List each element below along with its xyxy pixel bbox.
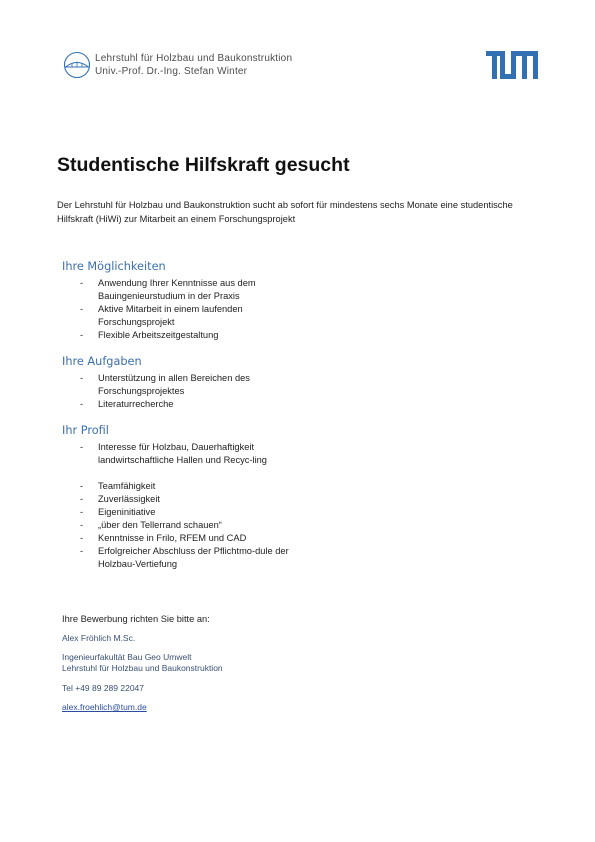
list-dash: - bbox=[80, 507, 84, 517]
list-item-text: Erfolgreicher Abschluss der Pflichtmo-dule der Holzbau-Vertiefung bbox=[98, 546, 289, 570]
list-item bbox=[80, 506, 310, 519]
contact-phone: Tel +49 89 289 22047 bbox=[62, 683, 145, 693]
list-dash: - bbox=[80, 278, 84, 288]
chair-name: Lehrstuhl für Holzbau und Baukonstruktion bbox=[95, 53, 293, 64]
tum-logo-icon bbox=[486, 51, 538, 79]
list-dash: - bbox=[80, 546, 84, 556]
list-item-text: Aktive Mitarbeit in einem laufenden Forschungsprojekt bbox=[98, 304, 243, 328]
list-item-text: Flexible Arbeitszeitgestaltung bbox=[98, 330, 219, 340]
contact-chair: Lehrstuhl für Holzbau und Baukonstruktion bbox=[62, 663, 223, 673]
list-item bbox=[80, 519, 310, 532]
contact-faculty: Ingenieurfakultät Bau Geo Umwelt bbox=[62, 652, 192, 662]
chair-head: Univ.-Prof. Dr.-Ing. Stefan Winter bbox=[95, 66, 248, 77]
list-item-text: Eigeninitiative bbox=[98, 507, 156, 517]
list-dash: - bbox=[80, 494, 84, 504]
intro-paragraph: Der Lehrstuhl für Holzbau und Baukonstruktion sucht ab sofort für mindestens sechs Monate eine studentische Hilfskraft (HiWi) zur Mitarbeit an einem Forschungsprojekt bbox=[57, 200, 513, 224]
list-dash: - bbox=[80, 520, 84, 530]
section-heading-moeglichkeiten: Ihre Möglichkeiten bbox=[62, 260, 166, 273]
list-dash: - bbox=[80, 533, 84, 543]
list-item-text: Teamfähigkeit bbox=[98, 481, 156, 491]
page-title: Studentische Hilfskraft gesucht bbox=[57, 154, 350, 176]
list-dash: - bbox=[80, 442, 84, 452]
list-item-text: Interesse für Holzbau, Dauerhaftigkeit landwirtschaftliche Hallen und Recyc-ling bbox=[98, 442, 267, 466]
list-item-text: Unterstützung in allen Bereichen des Forschungsprojektes bbox=[98, 373, 250, 397]
list-item bbox=[80, 532, 310, 545]
list-item bbox=[80, 303, 310, 329]
list-dash: - bbox=[80, 304, 84, 314]
contact-email-link[interactable] bbox=[62, 701, 147, 714]
section-heading-profil: Ihr Profil bbox=[62, 424, 109, 437]
list-item bbox=[80, 480, 310, 493]
list-dash: - bbox=[80, 399, 84, 409]
list-item bbox=[80, 545, 300, 571]
list-item-text: „über den Tellerrand schauen“ bbox=[98, 520, 222, 530]
list-item bbox=[80, 493, 310, 506]
list-item bbox=[80, 372, 310, 398]
contact-email[interactable]: alex.froehlich@tum.de bbox=[62, 702, 147, 712]
list-dash: - bbox=[80, 330, 84, 340]
contact-name: Alex Fröhlich M.Sc. bbox=[62, 633, 136, 643]
list-item-text: Anwendung Ihrer Kenntnisse aus dem Bauingenieurstudium in der Praxis bbox=[98, 278, 256, 302]
list-item-text: Zuverlässigkeit bbox=[98, 494, 161, 504]
list-item bbox=[80, 398, 310, 411]
list-item-text: Kenntnisse in Frilo, RFEM und CAD bbox=[98, 533, 247, 543]
application-prompt: Ihre Bewerbung richten Sie bitte an: bbox=[62, 614, 210, 624]
list-item bbox=[80, 329, 310, 342]
list-item bbox=[80, 441, 300, 467]
list-dash: - bbox=[80, 481, 84, 491]
list-dash: - bbox=[80, 373, 84, 383]
list-item-text: Literaturrecherche bbox=[98, 399, 174, 409]
chair-bridge-logo-icon bbox=[63, 51, 91, 79]
section-heading-aufgaben: Ihre Aufgaben bbox=[62, 355, 142, 368]
list-item bbox=[80, 277, 310, 303]
